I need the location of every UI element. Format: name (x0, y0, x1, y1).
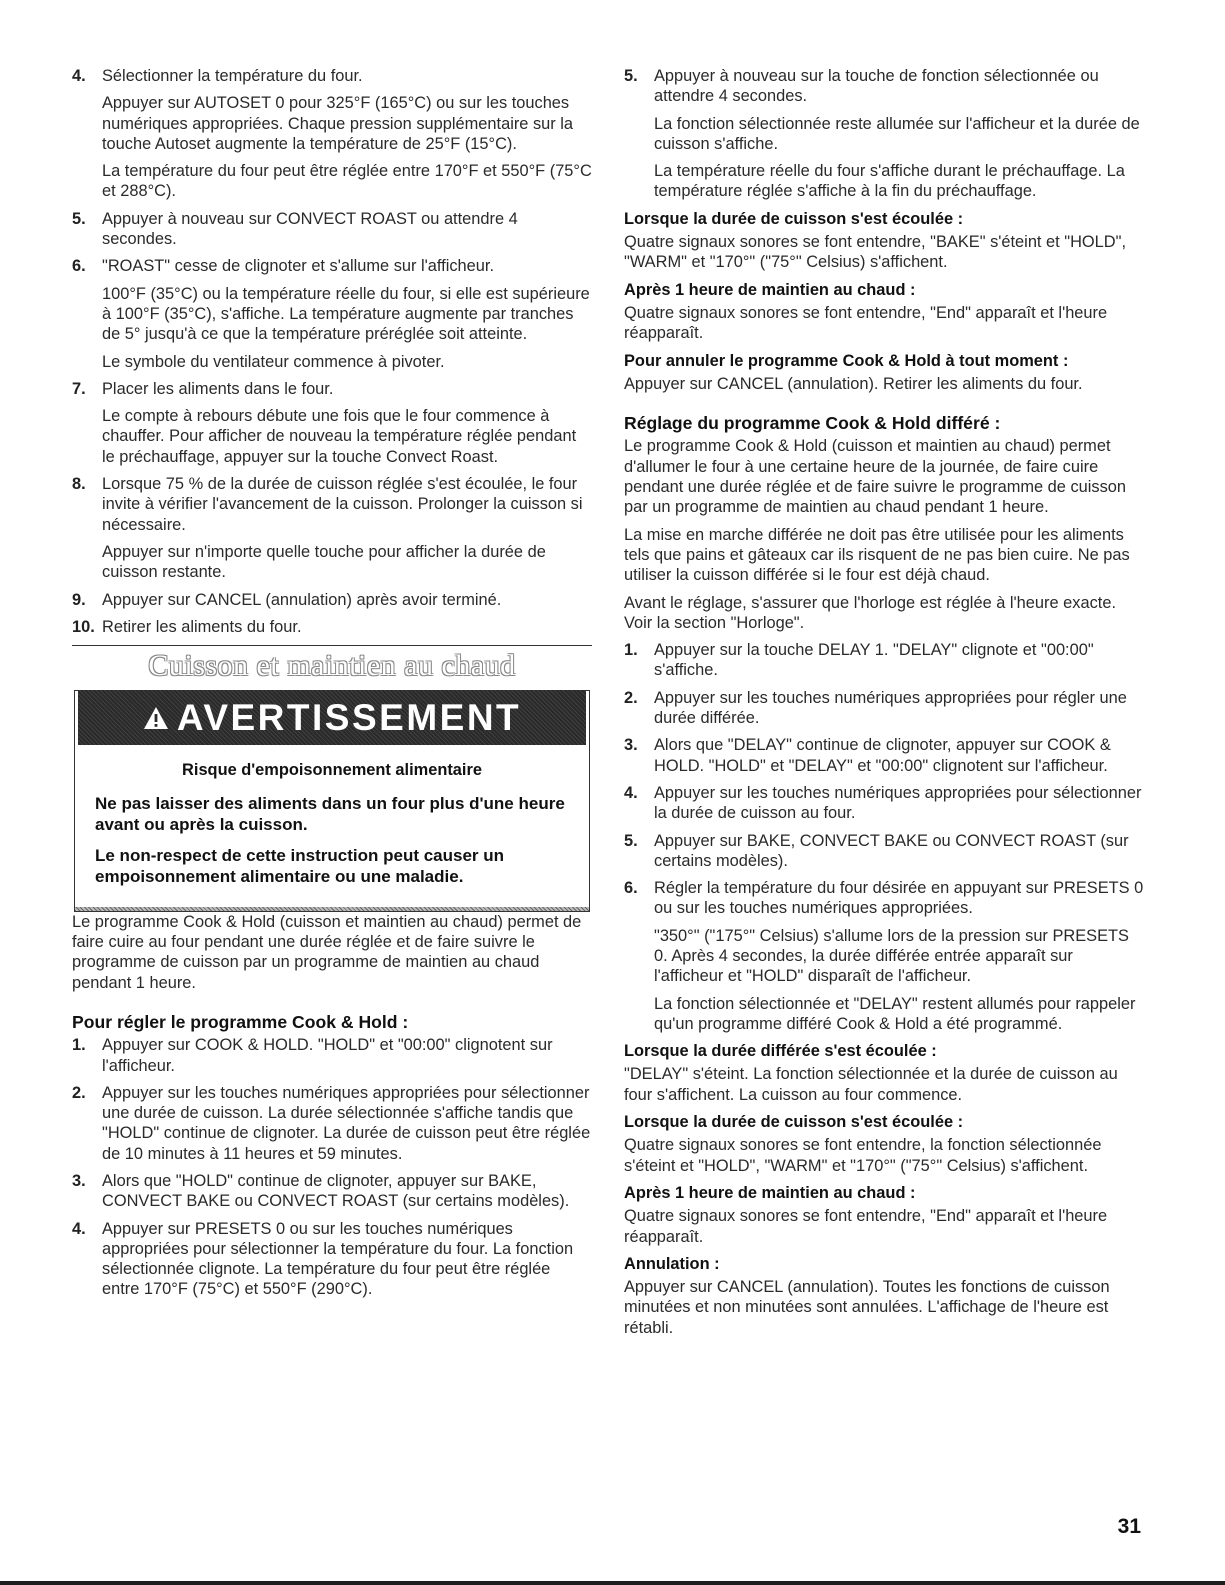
warning-box (74, 690, 590, 911)
numbered-step (624, 66, 1146, 202)
step-text: Appuyer sur AUTOSET 0 pour 325°F (165°C) ou sur les touches numériques appropriées. Chaque pression supplémentaire sur la touche Autoset augmente la température de 25°F (15°C). (102, 94, 574, 153)
numbered-step (624, 831, 1146, 872)
step-number: 3. (624, 736, 638, 755)
delayed-cook-hold-heading: Réglage du programme Cook & Hold différé : (624, 413, 1001, 434)
step-text: Appuyer à nouveau sur la touche de fonction sélectionnée ou attendre 4 secondes. (654, 67, 1099, 106)
delayed-intro-1: Le programme Cook & Hold (cuisson et maintien au chaud) permet d'allumer le four à une certaine heure de la journée, de faire cuire pendant une durée réglée et de faire suivre le programme de cuisson par un programme de maintien au chaud pendant 1 heure. (624, 437, 1127, 517)
step-text: Appuyer sur CANCEL (annulation) après avoir terminé. (102, 590, 502, 609)
cook-time-elapsed-heading: Lorsque la durée de cuisson s'est écoulée : (624, 209, 964, 228)
step-text: Placer les aliments dans le four. (102, 379, 334, 398)
warning-body (75, 746, 589, 906)
step-text: Appuyer sur BAKE, CONVECT BAKE ou CONVECT ROAST (sur certains modèles). (654, 831, 1129, 870)
cook-hold-step-5 (624, 66, 1146, 202)
warning-bottom-band (75, 907, 589, 911)
step-text: Appuyer sur les touches numériques appropriées pour sélectionner une durée de cuisson. La durée sélectionnée s'affiche tandis que "HOLD" continue de clignoter. La durée de cuisson peut être réglée de 10 minutes à 11 heures et 59 minutes. (102, 1083, 591, 1163)
step-number: 7. (72, 379, 86, 398)
step-number: 5. (624, 67, 638, 85)
warning-subtitle: Risque d'empoisonnement alimentaire (182, 761, 482, 780)
cook-time-elapsed-text-2: Quatre signaux sonores se font entendre, la fonction sélectionnée s'éteint et "HOLD", "WARM" et "170°" ("75°" Celsius) s'affichent. (624, 1136, 1102, 1175)
numbered-step (624, 783, 1146, 824)
step-number: 5. (72, 209, 86, 228)
step-text: Le symbole du ventilateur commence à pivoter. (102, 352, 445, 371)
delay-elapsed-text: "DELAY" s'éteint. La fonction sélectionnée et la durée de cuisson au four s'affichent. La cuisson au four commence. (624, 1065, 1118, 1104)
step-number: 6. (72, 257, 86, 276)
step-text: "ROAST" cesse de clignoter et s'allume sur l'afficheur. (102, 257, 495, 276)
cancellation-heading: Annulation : (624, 1254, 720, 1273)
step-number: 1. (624, 641, 638, 660)
cook-hold-intro: Le programme Cook & Hold (cuisson et maintien au chaud) permet de faire cuire au four pendant une durée réglée et de faire suivre le programme de cuisson par un programme de maintien au chaud pendant 1 heure. (72, 912, 582, 992)
set-cook-hold-heading: Pour régler le programme Cook & Hold : (72, 1011, 409, 1032)
set-cook-hold-steps (72, 1035, 592, 1300)
numbered-step (624, 640, 1146, 681)
numbered-step (624, 878, 1146, 1034)
step-number: 2. (72, 1083, 86, 1102)
step-text: Régler la température du four désirée en appuyant sur PRESETS 0 ou sur les touches numériques appropriées. (654, 879, 1144, 918)
numbered-step (72, 379, 592, 467)
cook-time-elapsed-heading-2: Lorsque la durée de cuisson s'est écoulée : (624, 1113, 964, 1132)
step-number: 1. (72, 1036, 86, 1055)
step-text: 100°F (35°C) ou la température réelle du four, si elle est supérieure à 100°F (35°C), s'affiche. La température augmente par tranches de 5° jusqu'à ce que la température préréglée soit atteinte. (102, 284, 590, 344)
step-text: La fonction sélectionnée reste allumée sur l'afficheur et la durée de cuisson s'affiche. (654, 114, 1140, 153)
numbered-step (624, 735, 1146, 776)
step-text: Appuyer sur n'importe quelle touche pour afficher la durée de cuisson restante. (102, 542, 546, 582)
step-number: 4. (72, 1219, 86, 1238)
numbered-step (624, 688, 1146, 729)
cancellation-text: Appuyer sur CANCEL (annulation). Toutes les fonctions de cuisson minutées et non minutées sont annulées. L'affichage de l'heure est rétabli. (624, 1278, 1110, 1337)
section-title: Cuisson et maintien au chaud (148, 649, 516, 683)
delay-elapsed-heading: Lorsque la durée différée s'est écoulée : (624, 1042, 937, 1061)
after-hour-heading: Après 1 heure de maintien au chaud : (624, 280, 916, 299)
warning-header (78, 690, 586, 745)
step-text: Sélectionner la température du four. (102, 67, 363, 85)
step-number: 5. (624, 831, 638, 850)
step-text: Alors que "DELAY" continue de clignoter, appuyer sur COOK & HOLD. "HOLD" et "DELAY" et "00:00" clignotent sur l'afficheur. (654, 736, 1111, 775)
numbered-step (72, 474, 592, 582)
numbered-step (72, 66, 592, 202)
step-text: "350°" ("175°" Celsius) s'allume lors de la pression sur PRESETS 0. Après 4 secondes, la durée différée entrée apparaît sur l'afficheur et "HOLD" disparaît de l'afficheur. (654, 926, 1129, 986)
step-text: Appuyer à nouveau sur CONVECT ROAST ou attendre 4 secondes. (102, 209, 518, 249)
step-text: Appuyer sur les touches numériques appropriées pour régler une durée différée. (654, 688, 1127, 728)
step-number: 9. (72, 590, 86, 609)
step-number: 8. (72, 475, 86, 494)
cook-time-elapsed-text: Quatre signaux sonores se font entendre, "BAKE" s'éteint et "HOLD", "WARM" et "170°" ("75°" Celsius) s'affichent. (624, 233, 1126, 272)
after-hour-text: Quatre signaux sonores se font entendre, "End" apparaît et l'heure réapparaît. (624, 303, 1108, 343)
step-text: Appuyer sur COOK & HOLD. "HOLD" et "00:00" clignotent sur l'afficheur. (102, 1036, 553, 1075)
numbered-step (72, 617, 592, 637)
step-text: Appuyer sur PRESETS 0 ou sur les touches numériques appropriées pour sélectionner la température du four. La fonction sélectionnée clignote. La température du four peut être réglée entre 170°F (75°C) et 550°F (290°C). (102, 1219, 574, 1299)
warning-title: AVERTISSEMENT (176, 696, 522, 738)
numbered-step (72, 1035, 592, 1076)
numbered-step (72, 209, 592, 250)
warning-line-1: Ne pas laisser des aliments dans un four plus d'une heure avant ou après la cuisson. (95, 793, 565, 834)
after-hour-text-2: Quatre signaux sonores se font entendre, "End" apparaît et l'heure réapparaît. (624, 1207, 1108, 1246)
cancel-anytime-text: Appuyer sur CANCEL (annulation). Retirer les aliments du four. (624, 374, 1083, 393)
step-text: Le compte à rebours débute une fois que le four commence à chauffer. Pour afficher de nouveau la température réglée pendant le préchauffage, appuyer sur la touche Convect Roast. (102, 407, 577, 466)
numbered-step (72, 590, 592, 610)
numbered-step (72, 1083, 592, 1164)
after-hour-heading-2: Après 1 heure de maintien au chaud : (624, 1183, 916, 1202)
right-column (624, 66, 1146, 1345)
numbered-step (72, 1171, 592, 1212)
convect-roast-steps (72, 66, 592, 637)
step-text: Lorsque 75 % de la durée de cuisson réglée s'est écoulée, le four invite à vérifier l'avancement de la cuisson. Prolonger la cuisson si nécessaire. (102, 475, 583, 534)
step-number: 10. (72, 617, 95, 636)
section-divider (72, 645, 592, 646)
step-text: Retirer les aliments du four. (102, 617, 302, 636)
step-text: Appuyer sur les touches numériques appropriées pour sélectionner la durée de cuisson au four. (654, 783, 1142, 823)
step-text: La température réelle du four s'affiche durant le préchauffage. La température réglée s'affiche à la fin du préchauffage. (654, 162, 1125, 201)
warning-triangle-icon (143, 706, 169, 730)
delayed-intro-3: Avant le réglage, s'assurer que l'horloge est réglée à l'heure exacte. Voir la section "Horloge". (624, 593, 1116, 632)
numbered-step (72, 1219, 592, 1300)
left-column (72, 66, 592, 1307)
cancel-anytime-heading: Pour annuler le programme Cook & Hold à tout moment : (624, 351, 1069, 370)
step-text: La fonction sélectionnée et "DELAY" restent allumés pour rappeler qu'un programme différé Cook & Hold a été programmé. (654, 994, 1136, 1033)
page-number: 31 (1117, 1515, 1141, 1538)
numbered-step (72, 256, 592, 371)
page-bottom-bar (0, 1581, 1225, 1585)
warning-line-2: Le non-respect de cette instruction peut causer un empoisonnement alimentaire ou une maladie. (95, 845, 505, 886)
step-number: 2. (624, 688, 638, 707)
step-number: 6. (624, 879, 638, 898)
delayed-intro-2: La mise en marche différée ne doit pas être utilisée pour les aliments tels que pains et gâteaux car ils risquent de ne pas bien cuire. Ne pas utiliser la cuisson différée si le four est déjà chaud. (624, 525, 1130, 585)
step-text: Alors que "HOLD" continue de clignoter, appuyer sur BAKE, CONVECT BAKE ou CONVECT ROAST (sur certains modèles). (102, 1171, 570, 1211)
step-number: 4. (624, 783, 638, 802)
step-text: Appuyer sur la touche DELAY 1. "DELAY" clignote et "00:00" s'affiche. (654, 641, 1094, 680)
step-number: 4. (72, 67, 86, 85)
step-number: 3. (72, 1171, 86, 1190)
delayed-cook-hold-steps (624, 640, 1146, 1034)
step-text: La température du four peut être réglée entre 170°F et 550°F (75°C et 288°C). (102, 162, 592, 201)
